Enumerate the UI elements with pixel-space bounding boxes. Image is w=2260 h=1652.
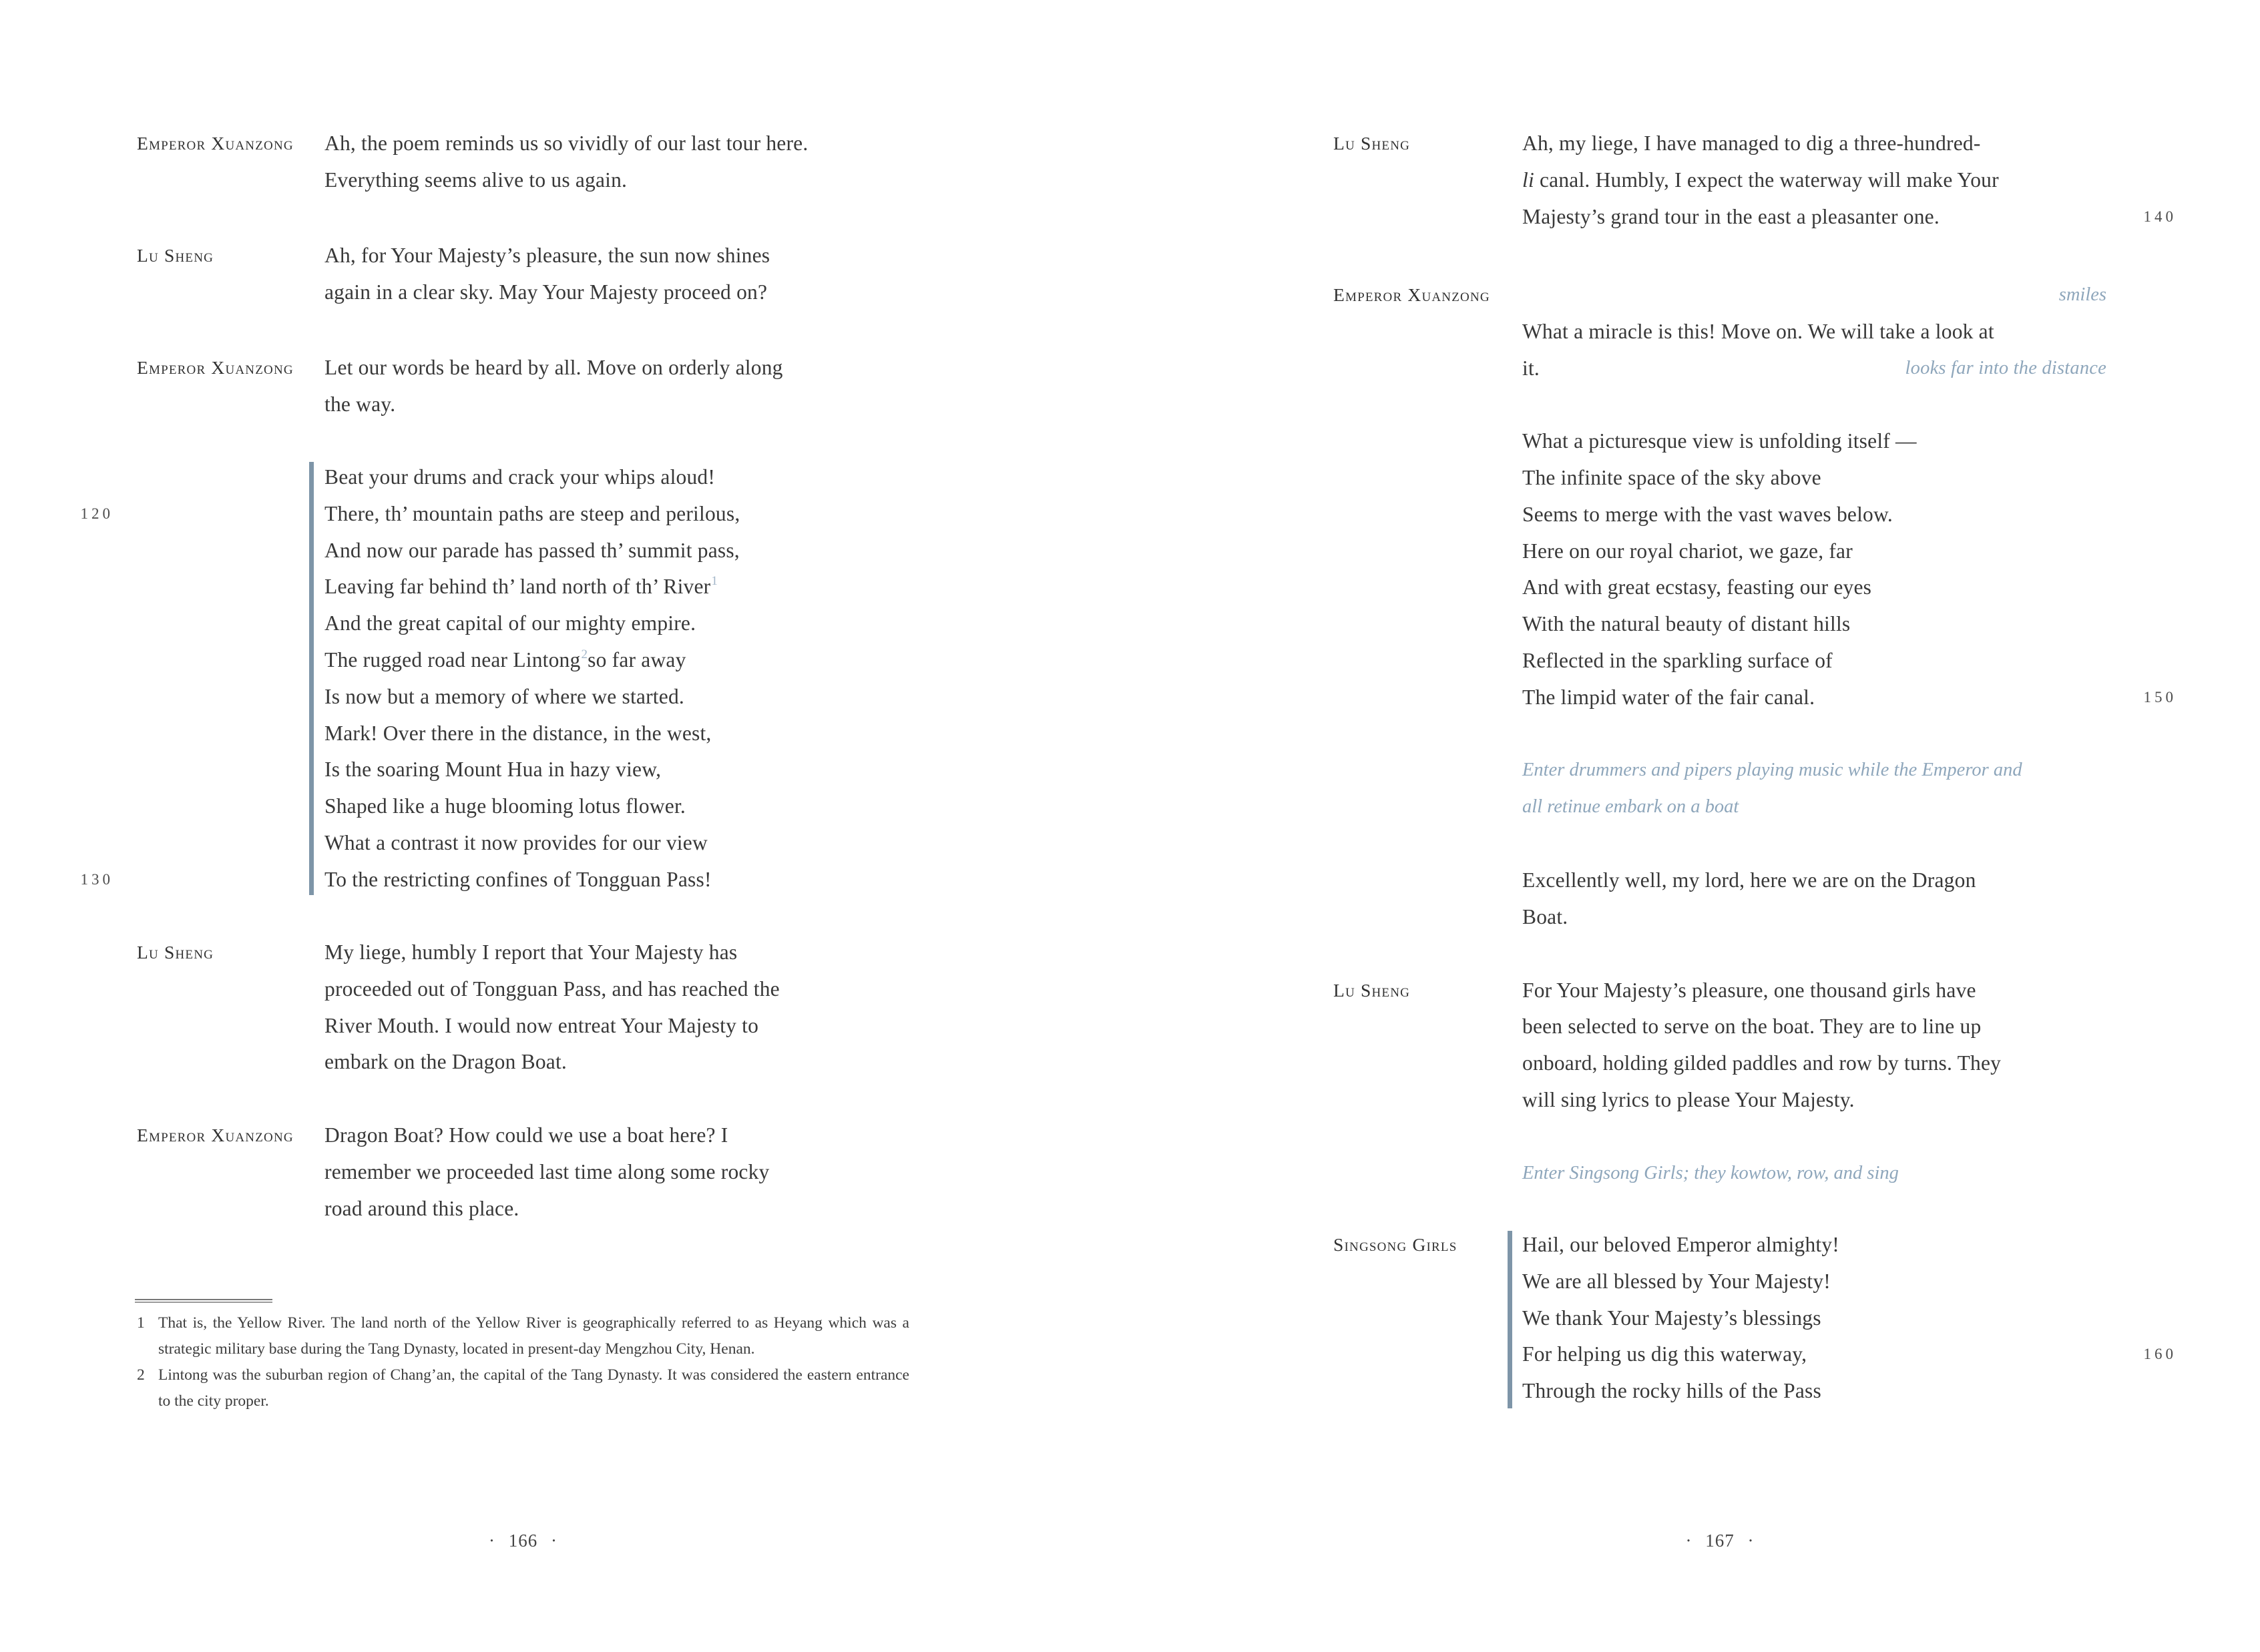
verse-line: What a picturesque view is unfolding itself — [1522, 429, 1917, 453]
verse-line: Seems to merge with the vast waves below. [1522, 502, 1893, 526]
footnote-number: 2 [137, 1366, 145, 1384]
speech-line: Ah, the poem reminds us so vividly of our last tour here. [324, 131, 809, 155]
line-number-150: 150 [2143, 688, 2177, 706]
speech-line: For Your Majesty’s pleasure, one thousand girls have [1522, 978, 1976, 1002]
verse-line: The rugged road near Lintong$^2$so far away [324, 647, 686, 671]
verse-block [1522, 1227, 2106, 1410]
italic-term: li [1522, 168, 1534, 192]
verse-line: Hail, our beloved Emperor almighty! [1522, 1233, 1839, 1256]
speech-block [324, 1117, 912, 1227]
verse-line: With the natural beauty of distant hills [1522, 612, 1851, 636]
page-number-right: · 167 · [1685, 1531, 1755, 1551]
line-number-140: 140 [2143, 208, 2177, 225]
verse-line: Reflected in the sparkling surface of [1522, 648, 1833, 672]
verse-line: What a contrast it now provides for our view [324, 830, 708, 854]
speech-line: My liege, humbly I report that Your Majesty has [324, 940, 738, 964]
stage-direction-smiles: smiles [2058, 284, 2106, 305]
verse-line: For helping us dig this waterway, [1522, 1342, 1807, 1366]
verse-line: Shaped like a huge blooming lotus flower. [324, 794, 686, 818]
speaker-label: Lu Sheng [1333, 979, 1411, 1001]
speech-line: onboard, holding gilded paddles and row by turns. They [1522, 1051, 2002, 1075]
speech-line: the way. [324, 392, 396, 416]
verse-line: Here on our royal chariot, we gaze, far [1522, 539, 1853, 563]
speech-block [1522, 125, 2106, 235]
speech-block [324, 125, 912, 199]
verse-block [324, 459, 912, 898]
page-number-left: · 166 · [489, 1531, 557, 1551]
footnote-marker-1: 1 [711, 574, 718, 589]
speech-block [324, 350, 912, 423]
footnote-2: 2 Lintong was the suburban region of Chang’an, the capital of the Tang Dynasty. It was considered the eastern entrance to the city proper. [137, 1362, 909, 1414]
stage-direction-enter-girls: Enter Singsong Girls; they kowtow, row, and sing [1522, 1162, 1899, 1183]
speech-line: remember we proceeded last time along some rocky [324, 1159, 770, 1183]
speaker-label: Emperor Xuanzong [137, 357, 294, 378]
footnote-1: 1 That is, the Yellow River. The land north of the Yellow River is geographically referred to as Heyang which was a strategic military base during the Tang Dynasty, located in present-day Mengzhou City, Henan. [137, 1310, 909, 1362]
verse-line: And the great capital of our mighty empire. [324, 611, 696, 635]
line-number-160: 160 [2143, 1346, 2177, 1363]
footnote-rule [135, 1299, 272, 1303]
verse-block [1522, 423, 2106, 716]
verse-line: Is now but a memory of where we started. [324, 684, 684, 708]
speech-line: Excellently well, my lord, here we are on the Dragon [1522, 868, 1976, 892]
speech-line: will sing lyrics to please Your Majesty. [1522, 1087, 1855, 1111]
speech-line: embark on the Dragon Boat. [324, 1050, 567, 1074]
speech-line: Ah, my liege, I have managed to dig a three-hundred- [1522, 131, 1981, 155]
verse-line: There, th’ mountain paths are steep and perilous, [324, 501, 740, 525]
speech-line: River Mouth. I would now entreat Your Majesty to [324, 1013, 759, 1037]
speaker-label: Emperor Xuanzong [137, 1125, 294, 1145]
verse-line: Beat your drums and crack your whips aloud! [324, 465, 716, 489]
stage-direction-looks: looks far into the distance [1905, 357, 2106, 378]
right-page [1130, 0, 2260, 1652]
speaker-label: Lu Sheng [137, 245, 214, 266]
speech-line: Ah, for Your Majesty’s pleasure, the sun now shines [324, 244, 770, 267]
speech-line: What a miracle is this! Move on. We will take a look at [1522, 319, 1994, 343]
speech-line: it. looks far into the distance [1522, 350, 2106, 387]
speech-line: again in a clear sky. May Your Majesty proceed on? [324, 280, 768, 304]
line-number-130: 130 [80, 870, 114, 888]
verse-line: The infinite space of the sky above [1522, 465, 1821, 489]
speech-line: li canal. Humbly, I expect the waterway will make Your [1522, 168, 1999, 192]
verse-line: Is the soaring Mount Hua in hazy view, [324, 758, 662, 782]
speaker-label: Emperor Xuanzong [1333, 284, 1490, 305]
footnote-marker-2: 2 [581, 647, 588, 661]
speaker-label: Lu Sheng [137, 942, 214, 962]
verse-line: Mark! Over there in the distance, in the west, [324, 721, 712, 745]
stage-direction-enter-drummers: Enter drummers and pipers playing music while the Emperor and all retinue embark on a boat [1522, 760, 2022, 818]
verse-line: The limpid water of the fair canal. [1522, 685, 1815, 709]
verse-bar [309, 462, 314, 895]
speech-block [1522, 973, 2106, 1119]
speaker-label: Emperor Xuanzong [137, 133, 294, 154]
speech-line: Let our words be heard by all. Move on orderly along [324, 356, 783, 379]
verse-line: We thank Your Majesty’s blessings [1522, 1306, 1821, 1330]
verse-bar [1508, 1231, 1512, 1408]
speech-block [1522, 314, 2106, 387]
speaker-label: Singsong Girls [1333, 1234, 1457, 1255]
verse-line: Leaving far behind th’ land north of th’ River$^1$ [324, 574, 718, 599]
verse-line: And now our parade has passed th’ summit pass, [324, 538, 740, 562]
speaker-label: Lu Sheng [1333, 133, 1411, 154]
speech-line: been selected to serve on the boat. They are to line up [1522, 1015, 1982, 1039]
footnotes [137, 1310, 909, 1414]
speech-line: road around this place. [324, 1196, 519, 1220]
speech-block [324, 238, 912, 311]
footnote-number: 1 [137, 1314, 145, 1332]
speech-line: proceeded out of Tongguan Pass, and has reached the [324, 977, 780, 1001]
verse-line: To the restricting confines of Tongguan Pass! [324, 867, 712, 891]
line-number-120: 120 [80, 505, 114, 522]
verse-line: Through the rocky hills of the Pass [1522, 1379, 1821, 1403]
speech-line: Majesty’s grand tour in the east a pleasanter one. [1522, 204, 1940, 228]
speech-line: Everything seems alive to us again. [324, 168, 628, 192]
speech-line: Dragon Boat? How could we use a boat here? I [324, 1123, 728, 1147]
speech-line: Boat. [1522, 904, 1568, 928]
speech-block [1522, 862, 2106, 936]
verse-line: And with great ecstasy, feasting our eyes [1522, 575, 1872, 599]
speech-block [324, 934, 912, 1081]
verse-line: We are all blessed by Your Majesty! [1522, 1269, 1831, 1293]
